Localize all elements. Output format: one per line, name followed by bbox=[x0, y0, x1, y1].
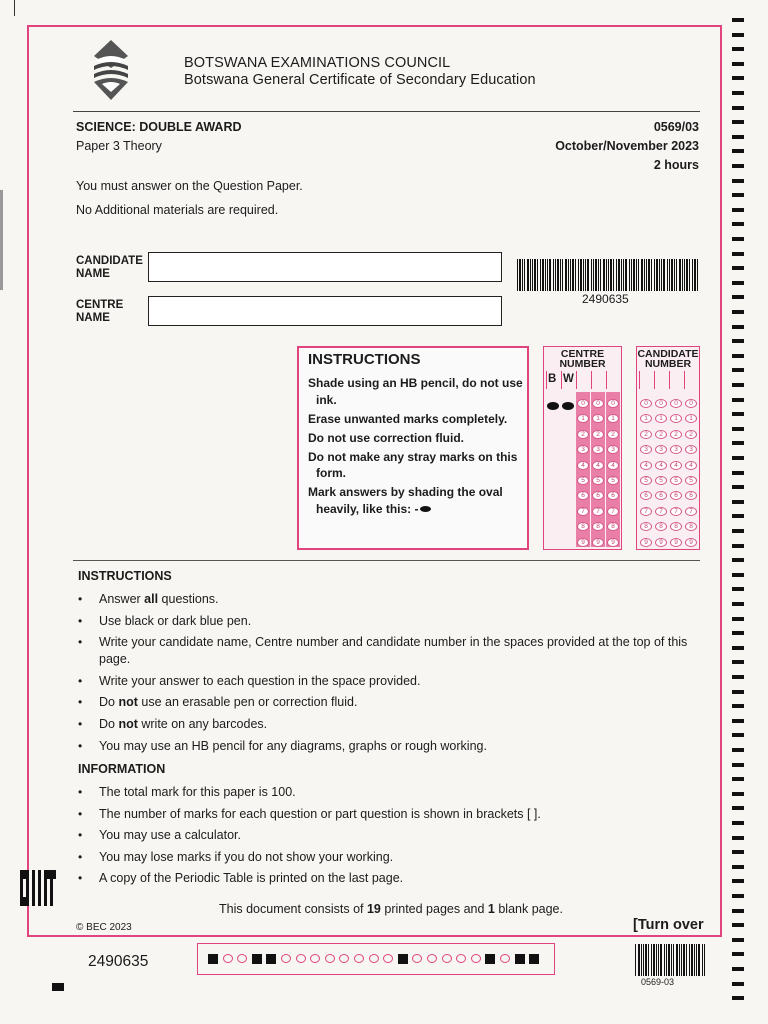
information-item: • You may lose marks if you do not show your working. bbox=[78, 849, 698, 866]
centre-number-grid[interactable] bbox=[543, 346, 622, 550]
shading-instructions-title: INSTRUCTIONS bbox=[308, 351, 421, 368]
timing-mark bbox=[732, 412, 744, 416]
paper-code: 0569/03 bbox=[653, 120, 699, 134]
encoding-strip bbox=[197, 943, 555, 975]
answer-note: You must answer on the Question Paper. bbox=[76, 179, 303, 193]
header-rule bbox=[73, 111, 700, 112]
timing-mark bbox=[732, 91, 744, 95]
timing-mark bbox=[732, 660, 744, 664]
instruction-item: • Write your answer to each question in the space provided. bbox=[78, 673, 698, 690]
strip-oval bbox=[296, 954, 306, 963]
centre-name-field[interactable] bbox=[148, 296, 502, 326]
candidate-name-field[interactable] bbox=[148, 252, 502, 282]
digit-bubble-9[interactable]: 9 bbox=[607, 538, 619, 547]
digit-bubble-6[interactable]: 6 bbox=[655, 491, 667, 500]
timing-mark bbox=[732, 865, 744, 869]
timing-mark bbox=[732, 894, 744, 898]
timing-mark bbox=[732, 952, 744, 956]
timing-mark bbox=[732, 164, 744, 168]
strip-block bbox=[398, 954, 408, 964]
shading-instructions-box bbox=[297, 346, 529, 550]
digit-bubble-4[interactable]: 4 bbox=[670, 461, 682, 470]
digit-bubble-7[interactable]: 7 bbox=[640, 507, 652, 516]
shading-instruction-item: Shade using an HB pencil, do not use ink. bbox=[308, 376, 523, 407]
strip-oval bbox=[383, 954, 393, 963]
strip-oval bbox=[412, 954, 422, 963]
shading-instruction-item: Erase unwanted marks completely. bbox=[308, 411, 508, 426]
strip-oval bbox=[237, 954, 247, 963]
timing-mark bbox=[732, 529, 744, 533]
grid-entry-box bbox=[639, 371, 653, 389]
timing-mark bbox=[732, 982, 744, 986]
digit-bubble-1[interactable]: 1 bbox=[670, 414, 682, 423]
timing-mark bbox=[732, 222, 744, 226]
timing-mark bbox=[732, 281, 744, 285]
timing-mark bbox=[732, 149, 744, 153]
timing-mark bbox=[732, 587, 744, 591]
timing-mark bbox=[732, 631, 744, 635]
shading-example-text: Mark answers by shading the oval heavily, like this: - bbox=[308, 485, 503, 516]
digit-bubble-3[interactable]: 3 bbox=[592, 445, 604, 454]
bottom-barcode-code: 0569-03 bbox=[641, 977, 675, 987]
digit-bubble-0[interactable]: 0 bbox=[640, 399, 652, 408]
strip-oval bbox=[427, 954, 437, 963]
grid-entry-box bbox=[684, 371, 698, 389]
timing-marks bbox=[732, 18, 746, 1018]
digit-bubble-6[interactable]: 6 bbox=[670, 491, 682, 500]
digit-bubble-8[interactable]: 8 bbox=[607, 522, 619, 531]
timing-mark bbox=[732, 646, 744, 650]
timing-mark bbox=[732, 368, 744, 372]
instruction-item: • Do not write on any barcodes. bbox=[78, 716, 698, 733]
strip-block bbox=[485, 954, 495, 964]
timing-mark bbox=[732, 339, 744, 343]
timing-mark bbox=[732, 544, 744, 548]
digit-bubble-6[interactable]: 6 bbox=[592, 491, 604, 500]
paper-title: Paper 3 Theory bbox=[76, 139, 162, 153]
strip-oval bbox=[325, 954, 335, 963]
digit-bubble-7[interactable]: 7 bbox=[607, 507, 619, 516]
strip-block bbox=[529, 954, 539, 964]
timing-mark bbox=[732, 909, 744, 913]
timing-mark bbox=[732, 441, 744, 445]
digit-bubble-4[interactable]: 4 bbox=[577, 461, 589, 470]
digit-bubble-9[interactable]: 9 bbox=[670, 538, 682, 547]
page-count-text: blank page. bbox=[494, 902, 563, 916]
grid-entry-box bbox=[669, 371, 683, 389]
centre-name-label bbox=[76, 299, 123, 325]
timing-mark bbox=[732, 193, 744, 197]
shaded-oval-icon bbox=[562, 402, 574, 410]
timing-mark bbox=[732, 120, 744, 124]
digit-bubble-1[interactable]: 1 bbox=[577, 414, 589, 423]
digit-bubble-4[interactable]: 4 bbox=[655, 461, 667, 470]
timing-mark bbox=[732, 427, 744, 431]
timing-mark bbox=[732, 456, 744, 460]
digit-bubble-7[interactable]: 7 bbox=[655, 507, 667, 516]
digit-bubble-8[interactable]: 8 bbox=[670, 522, 682, 531]
instruction-item: • Write your candidate name, Centre number and candidate number in the spaces provided at the top of this page. bbox=[78, 634, 698, 668]
timing-mark bbox=[732, 325, 744, 329]
timing-mark bbox=[732, 295, 744, 299]
digit-bubble-2[interactable]: 2 bbox=[640, 430, 652, 439]
digit-bubble-4[interactable]: 4 bbox=[607, 461, 619, 470]
exam-session: October/November 2023 bbox=[555, 139, 699, 153]
grid-entry-box bbox=[576, 371, 590, 389]
strip-oval bbox=[354, 954, 364, 963]
digit-bubble-9[interactable]: 9 bbox=[592, 538, 604, 547]
digit-bubble-8[interactable]: 8 bbox=[592, 522, 604, 531]
digit-bubble-7[interactable]: 7 bbox=[577, 507, 589, 516]
strip-oval bbox=[500, 954, 510, 963]
timing-mark bbox=[732, 763, 744, 767]
digit-bubble-9[interactable]: 9 bbox=[640, 538, 652, 547]
shaded-oval-icon bbox=[420, 506, 431, 512]
instructions-list bbox=[78, 591, 698, 759]
digit-bubble-0[interactable]: 0 bbox=[655, 399, 667, 408]
digit-bubble-3[interactable]: 3 bbox=[670, 445, 682, 454]
candidate-number-header: CANDIDATE NUMBER bbox=[637, 348, 699, 370]
digit-bubble-9[interactable]: 9 bbox=[655, 538, 667, 547]
digit-bubble-1[interactable]: 1 bbox=[607, 414, 619, 423]
timing-mark bbox=[732, 719, 744, 723]
digit-bubble-4[interactable]: 4 bbox=[592, 461, 604, 470]
information-item: • The number of marks for each question or part question is shown in brackets [ ]. bbox=[78, 806, 698, 823]
page-count-note bbox=[219, 902, 563, 916]
timing-mark bbox=[732, 62, 744, 66]
digit-bubble-5[interactable]: 5 bbox=[670, 476, 682, 485]
page-count-text: This document consists of bbox=[219, 902, 367, 916]
registration-mark bbox=[52, 983, 64, 991]
subject-title: SCIENCE: DOUBLE AWARD bbox=[76, 120, 242, 134]
grid-entry-box bbox=[591, 371, 605, 389]
digit-bubble-3[interactable]: 3 bbox=[607, 445, 619, 454]
qualification-name: Botswana General Certificate of Secondary Education bbox=[184, 72, 536, 88]
digit-bubble-5[interactable]: 5 bbox=[685, 476, 697, 485]
digit-bubble-5[interactable]: 5 bbox=[655, 476, 667, 485]
timing-mark bbox=[732, 573, 744, 577]
digit-bubble-0[interactable]: 0 bbox=[685, 399, 697, 408]
timing-mark bbox=[732, 923, 744, 927]
timing-mark bbox=[732, 310, 744, 314]
strip-oval bbox=[442, 954, 452, 963]
information-item: • You may use a calculator. bbox=[78, 827, 698, 844]
digit-bubble-4[interactable]: 4 bbox=[685, 461, 697, 470]
grid-entry-box bbox=[654, 371, 668, 389]
digit-bubble-8[interactable]: 8 bbox=[685, 522, 697, 531]
timing-mark bbox=[732, 967, 744, 971]
scan-edge-shadow bbox=[0, 190, 3, 290]
digit-bubble-9[interactable]: 9 bbox=[685, 538, 697, 547]
timing-mark bbox=[732, 266, 744, 270]
digit-bubble-0[interactable]: 0 bbox=[670, 399, 682, 408]
digit-bubble-3[interactable]: 3 bbox=[640, 445, 652, 454]
timing-mark bbox=[732, 514, 744, 518]
barcode-number: 2490635 bbox=[582, 292, 629, 306]
strip-oval bbox=[456, 954, 466, 963]
strip-oval bbox=[369, 954, 379, 963]
materials-note: No Additional materials are required. bbox=[76, 203, 279, 217]
instruction-item: • You may use an HB pencil for any diagrams, graphs or rough working. bbox=[78, 738, 698, 755]
digit-bubble-1[interactable]: 1 bbox=[592, 414, 604, 423]
shading-instruction-item bbox=[308, 484, 524, 517]
centre-label-line1: CENTRE bbox=[76, 299, 124, 311]
barcode-icon bbox=[516, 259, 700, 291]
timing-mark bbox=[732, 821, 744, 825]
digit-bubble-5[interactable]: 5 bbox=[592, 476, 604, 485]
strip-oval bbox=[339, 954, 349, 963]
digit-bubble-7[interactable]: 7 bbox=[592, 507, 604, 516]
digit-bubble-6[interactable]: 6 bbox=[577, 491, 589, 500]
timing-mark bbox=[732, 208, 744, 212]
timing-mark bbox=[732, 602, 744, 606]
timing-mark bbox=[732, 792, 744, 796]
timing-mark bbox=[732, 938, 744, 942]
digit-bubble-2[interactable]: 2 bbox=[655, 430, 667, 439]
strip-block bbox=[266, 954, 276, 964]
centre-prefix-letter: B bbox=[548, 373, 557, 385]
digit-bubble-8[interactable]: 8 bbox=[640, 522, 652, 531]
digit-bubble-2[interactable]: 2 bbox=[607, 430, 619, 439]
candidate-label-line1: CANDIDATE bbox=[76, 255, 143, 267]
section-rule bbox=[73, 560, 700, 561]
information-item: • A copy of the Periodic Table is printed on the last page. bbox=[78, 870, 698, 887]
candidate-label-line2: NAME bbox=[76, 268, 110, 280]
digit-bubble-0[interactable]: 0 bbox=[577, 399, 589, 408]
council-heading bbox=[184, 55, 536, 89]
instructions-heading: INSTRUCTIONS bbox=[78, 569, 172, 583]
strip-oval bbox=[223, 954, 233, 963]
page-count-text: printed pages and bbox=[380, 902, 488, 916]
digit-bubble-5[interactable]: 5 bbox=[607, 476, 619, 485]
digit-bubble-5[interactable]: 5 bbox=[577, 476, 589, 485]
timing-mark bbox=[732, 76, 744, 80]
strip-oval bbox=[310, 954, 320, 963]
timing-mark bbox=[732, 733, 744, 737]
timing-mark bbox=[732, 777, 744, 781]
copyright: © BEC 2023 bbox=[76, 922, 132, 933]
timing-mark bbox=[732, 704, 744, 708]
digit-bubble-8[interactable]: 8 bbox=[655, 522, 667, 531]
scan-edge-mark bbox=[14, 0, 15, 16]
candidate-name-label bbox=[76, 255, 143, 281]
digit-bubble-6[interactable]: 6 bbox=[607, 491, 619, 500]
information-item: • The total mark for this paper is 100. bbox=[78, 784, 698, 801]
instruction-item: • Answer all questions. bbox=[78, 591, 698, 608]
digit-bubble-9[interactable]: 9 bbox=[577, 538, 589, 547]
timing-mark bbox=[732, 47, 744, 51]
digit-bubble-6[interactable]: 6 bbox=[685, 491, 697, 500]
digit-bubble-6[interactable]: 6 bbox=[640, 491, 652, 500]
timing-mark bbox=[732, 33, 744, 37]
timing-mark bbox=[732, 617, 744, 621]
digit-bubble-5[interactable]: 5 bbox=[640, 476, 652, 485]
digit-bubble-1[interactable]: 1 bbox=[685, 414, 697, 423]
digit-bubble-2[interactable]: 2 bbox=[670, 430, 682, 439]
digit-bubble-2[interactable]: 2 bbox=[577, 430, 589, 439]
digit-bubble-3[interactable]: 3 bbox=[685, 445, 697, 454]
digit-bubble-0[interactable]: 0 bbox=[592, 399, 604, 408]
timing-mark bbox=[732, 500, 744, 504]
timing-mark bbox=[732, 135, 744, 139]
digit-bubble-7[interactable]: 7 bbox=[670, 507, 682, 516]
digit-bubble-3[interactable]: 3 bbox=[655, 445, 667, 454]
centre-label-line2: NAME bbox=[76, 312, 110, 324]
timing-mark bbox=[732, 558, 744, 562]
timing-mark bbox=[732, 383, 744, 387]
digit-bubble-4[interactable]: 4 bbox=[640, 461, 652, 470]
candidate-number-grid[interactable] bbox=[636, 346, 700, 550]
bottom-candidate-number: 2490635 bbox=[88, 953, 149, 970]
timing-mark bbox=[732, 252, 744, 256]
timing-mark bbox=[732, 398, 744, 402]
timing-mark bbox=[732, 836, 744, 840]
timing-mark bbox=[732, 690, 744, 694]
digit-bubble-2[interactable]: 2 bbox=[685, 430, 697, 439]
shading-instruction-item: Do not make any stray marks on this form. bbox=[308, 449, 518, 480]
council-name: BOTSWANA EXAMINATIONS COUNCIL bbox=[184, 55, 451, 71]
timing-mark bbox=[732, 18, 744, 22]
digit-bubble-1[interactable]: 1 bbox=[640, 414, 652, 423]
bottom-barcode-icon bbox=[634, 944, 708, 976]
strip-block bbox=[515, 954, 525, 964]
digit-bubble-2[interactable]: 2 bbox=[592, 430, 604, 439]
printed-pages-count: 19 bbox=[366, 902, 381, 916]
timing-mark bbox=[732, 879, 744, 883]
information-heading: INFORMATION bbox=[78, 762, 166, 776]
timing-mark bbox=[732, 748, 744, 752]
digit-bubble-0[interactable]: 0 bbox=[607, 399, 619, 408]
timing-mark bbox=[732, 237, 744, 241]
timing-mark bbox=[732, 675, 744, 679]
exam-duration: 2 hours bbox=[653, 158, 699, 172]
qr-code-icon bbox=[20, 870, 56, 906]
digit-bubble-3[interactable]: 3 bbox=[577, 445, 589, 454]
shaded-oval-icon bbox=[547, 402, 559, 410]
turn-over-label: [Turn over bbox=[633, 917, 704, 933]
digit-bubble-1[interactable]: 1 bbox=[655, 414, 667, 423]
instruction-item: • Use black or dark blue pen. bbox=[78, 613, 698, 630]
strip-oval bbox=[281, 954, 291, 963]
digit-bubble-8[interactable]: 8 bbox=[577, 522, 589, 531]
blank-pages-count: 1 bbox=[487, 902, 495, 916]
centre-number-header: CENTRE NUMBER bbox=[559, 348, 606, 370]
timing-mark bbox=[732, 106, 744, 110]
digit-bubble-7[interactable]: 7 bbox=[685, 507, 697, 516]
shading-instruction-item: Do not use correction fluid. bbox=[308, 430, 465, 445]
timing-mark bbox=[732, 471, 744, 475]
timing-mark bbox=[732, 850, 744, 854]
timing-mark bbox=[732, 354, 744, 358]
centre-prefix-letter: W bbox=[563, 373, 574, 385]
timing-mark bbox=[732, 485, 744, 489]
strip-block bbox=[208, 954, 218, 964]
strip-block bbox=[252, 954, 262, 964]
timing-mark bbox=[732, 179, 744, 183]
timing-mark bbox=[732, 996, 744, 1000]
bec-logo-icon bbox=[88, 38, 134, 102]
grid-entry-box bbox=[606, 371, 620, 389]
information-list bbox=[78, 784, 698, 892]
timing-mark bbox=[732, 806, 744, 810]
strip-oval bbox=[471, 954, 481, 963]
instruction-item: • Do not use an erasable pen or correction fluid. bbox=[78, 694, 698, 711]
